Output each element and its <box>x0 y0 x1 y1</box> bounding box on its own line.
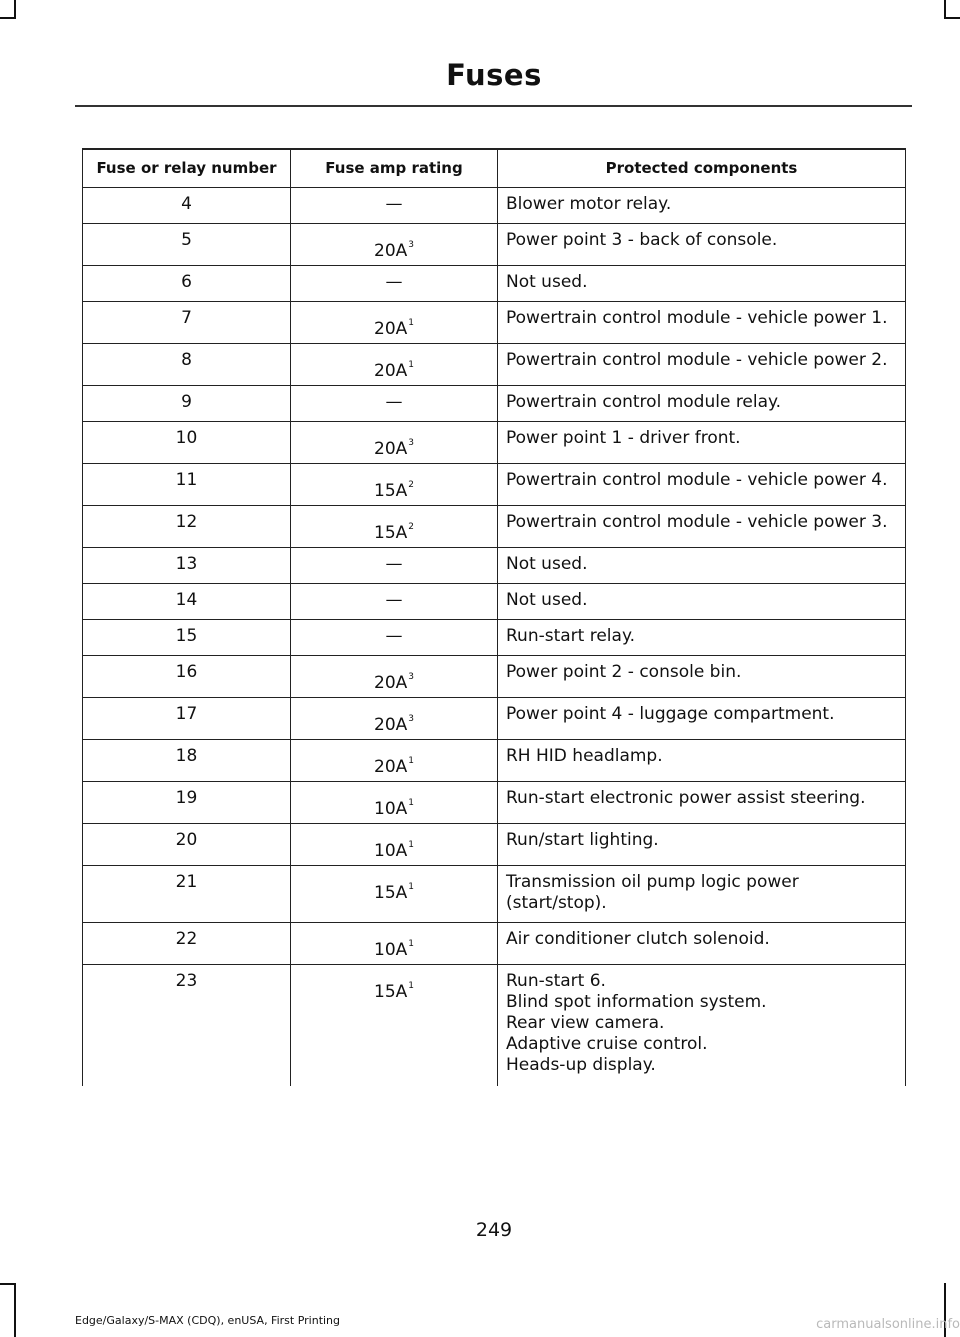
amp-rating-text: — <box>385 590 403 610</box>
amp-rating-text: 15A <box>374 883 408 903</box>
amp-rating-value <box>386 272 403 292</box>
table-row <box>83 548 906 584</box>
component-line: Power point 1 - driver front. <box>506 428 741 448</box>
amp-rating-text: 20A <box>374 757 408 777</box>
protected-components-cell <box>498 266 906 302</box>
footnote-marker: 1 <box>408 756 414 766</box>
crop-mark-bottom-left-v <box>14 1283 16 1337</box>
amp-rating-cell <box>291 923 498 965</box>
crop-mark-bottom-left-h <box>0 1283 16 1285</box>
component-line: Not used. <box>506 272 588 292</box>
component-line: Heads-up display. <box>506 1055 656 1075</box>
amp-rating-cell <box>291 866 498 923</box>
amp-rating-text: 15A <box>374 982 408 1002</box>
page-title: Fuses <box>446 58 542 92</box>
amp-rating-text: 20A <box>374 439 408 459</box>
amp-rating-value <box>374 361 414 381</box>
fuse-number-cell: 14 <box>83 584 291 620</box>
amp-rating-text: 10A <box>374 799 408 819</box>
fuse-number-cell: 12 <box>83 506 291 548</box>
amp-rating-cell <box>291 422 498 464</box>
amp-rating-text: 20A <box>374 673 408 693</box>
table-row <box>83 782 906 824</box>
header-divider <box>75 105 912 107</box>
amp-rating-cell <box>291 506 498 548</box>
table-row <box>83 866 906 923</box>
amp-rating-cell <box>291 740 498 782</box>
component-line: Not used. <box>506 554 588 574</box>
fuse-table <box>82 148 906 1086</box>
component-line: Power point 2 - console bin. <box>506 662 742 682</box>
fuse-number-cell: 9 <box>83 386 291 422</box>
fuse-number-cell: 19 <box>83 782 291 824</box>
protected-components-cell <box>498 584 906 620</box>
footnote-marker: 1 <box>408 798 414 808</box>
component-line: Air conditioner clutch solenoid. <box>506 929 770 949</box>
table-row <box>83 824 906 866</box>
amp-rating-cell <box>291 302 498 344</box>
footer-edition: Edge/Galaxy/S-MAX (CDQ), enUSA, First Printing <box>75 1314 341 1327</box>
column-header-components: Protected components <box>498 149 906 188</box>
table-row <box>83 224 906 266</box>
amp-rating-text: — <box>385 554 403 574</box>
footnote-marker: 3 <box>408 714 414 724</box>
protected-components-cell <box>498 965 906 1087</box>
amp-rating-cell <box>291 386 498 422</box>
table-row <box>83 584 906 620</box>
amp-rating-text: — <box>385 194 403 214</box>
amp-rating-value <box>374 940 414 960</box>
protected-components-cell <box>498 422 906 464</box>
amp-rating-text: 20A <box>374 319 408 339</box>
amp-rating-value <box>374 241 414 261</box>
amp-rating-value <box>374 982 414 1002</box>
amp-rating-value <box>374 841 414 861</box>
component-line: Powertrain control module - vehicle power 2. <box>506 350 888 370</box>
amp-rating-cell <box>291 620 498 656</box>
amp-rating-text: — <box>385 392 403 412</box>
fuse-number-cell: 20 <box>83 824 291 866</box>
protected-components-cell <box>498 548 906 584</box>
amp-rating-text: 15A <box>374 523 408 543</box>
protected-components-cell <box>498 923 906 965</box>
table-row <box>83 965 906 1087</box>
fuse-number-cell: 4 <box>83 188 291 224</box>
amp-rating-cell <box>291 548 498 584</box>
component-line: Transmission oil pump logic power (start/stop). <box>506 872 799 913</box>
amp-rating-text: — <box>385 626 403 646</box>
protected-components-cell <box>498 386 906 422</box>
amp-rating-cell <box>291 188 498 224</box>
amp-rating-cell <box>291 965 498 1087</box>
protected-components-cell <box>498 824 906 866</box>
amp-rating-value <box>374 715 414 735</box>
protected-components-cell <box>498 866 906 923</box>
component-line: Powertrain control module relay. <box>506 392 782 412</box>
table-row <box>83 506 906 548</box>
fuse-number-cell: 18 <box>83 740 291 782</box>
column-header-number: Fuse or relay number <box>83 149 291 188</box>
amp-rating-cell <box>291 698 498 740</box>
amp-rating-text: 15A <box>374 481 408 501</box>
component-line: Powertrain control module - vehicle power 3. <box>506 512 888 532</box>
table-row <box>83 656 906 698</box>
fuse-number-cell: 10 <box>83 422 291 464</box>
amp-rating-value <box>374 673 414 693</box>
component-line: Adaptive cruise control. <box>506 1034 708 1054</box>
amp-rating-text: 10A <box>374 940 408 960</box>
component-line: Run/start lighting. <box>506 830 659 850</box>
fuse-number-cell: 6 <box>83 266 291 302</box>
protected-components-cell <box>498 782 906 824</box>
footnote-marker: 2 <box>408 480 414 490</box>
amp-rating-value <box>374 319 414 339</box>
crop-mark-top-left-v <box>14 0 16 18</box>
crop-mark-top-right-h <box>944 17 960 19</box>
crop-mark-top-right-v <box>944 0 946 18</box>
amp-rating-cell <box>291 782 498 824</box>
table-row <box>83 698 906 740</box>
fuse-number-cell: 17 <box>83 698 291 740</box>
amp-rating-cell <box>291 824 498 866</box>
protected-components-cell <box>498 620 906 656</box>
footnote-marker: 1 <box>408 840 414 850</box>
amp-rating-cell <box>291 344 498 386</box>
table-body <box>83 188 906 1087</box>
amp-rating-value <box>386 554 403 574</box>
footnote-marker: 1 <box>408 882 414 892</box>
protected-components-cell <box>498 656 906 698</box>
amp-rating-text: 20A <box>374 241 408 261</box>
column-header-amp: Fuse amp rating <box>291 149 498 188</box>
amp-rating-text: — <box>385 272 403 292</box>
protected-components-cell <box>498 740 906 782</box>
amp-rating-cell <box>291 464 498 506</box>
table-row <box>83 923 906 965</box>
footnote-marker: 2 <box>408 522 414 532</box>
amp-rating-cell <box>291 656 498 698</box>
amp-rating-text: 20A <box>374 361 408 381</box>
fuse-number-cell: 11 <box>83 464 291 506</box>
protected-components-cell <box>498 188 906 224</box>
fuse-number-cell: 23 <box>83 965 291 1087</box>
protected-components-cell <box>498 224 906 266</box>
amp-rating-value <box>374 883 414 903</box>
component-line: Rear view camera. <box>506 1013 665 1033</box>
amp-rating-value <box>374 523 414 543</box>
component-line: Blind spot information system. <box>506 992 767 1012</box>
footnote-marker: 1 <box>408 318 414 328</box>
protected-components-cell <box>498 464 906 506</box>
amp-rating-value <box>386 590 403 610</box>
amp-rating-cell <box>291 584 498 620</box>
fuse-number-cell: 5 <box>83 224 291 266</box>
fuse-number-cell: 16 <box>83 656 291 698</box>
table-row <box>83 386 906 422</box>
footnote-marker: 3 <box>408 672 414 682</box>
component-line: RH HID headlamp. <box>506 746 663 766</box>
component-line: Run-start 6. <box>506 971 606 991</box>
protected-components-cell <box>498 344 906 386</box>
footnote-marker: 3 <box>408 240 414 250</box>
component-line: Power point 4 - luggage compartment. <box>506 704 835 724</box>
component-line: Powertrain control module - vehicle power 1. <box>506 308 888 328</box>
crop-mark-top-left-h <box>0 17 16 19</box>
amp-rating-cell <box>291 224 498 266</box>
fuse-number-cell: 21 <box>83 866 291 923</box>
table-header-row <box>83 149 906 188</box>
fuse-number-cell: 22 <box>83 923 291 965</box>
amp-rating-text: 10A <box>374 841 408 861</box>
fuse-number-cell: 15 <box>83 620 291 656</box>
component-line: Run-start relay. <box>506 626 635 646</box>
component-line: Run-start electronic power assist steering. <box>506 788 866 808</box>
component-line: Not used. <box>506 590 588 610</box>
table-row <box>83 344 906 386</box>
amp-rating-value <box>386 392 403 412</box>
amp-rating-value <box>374 799 414 819</box>
protected-components-cell <box>498 506 906 548</box>
footnote-marker: 1 <box>408 939 414 949</box>
amp-rating-value <box>374 439 414 459</box>
table-row <box>83 740 906 782</box>
fuse-number-cell: 7 <box>83 302 291 344</box>
footnote-marker: 3 <box>408 438 414 448</box>
amp-rating-cell <box>291 266 498 302</box>
footnote-marker: 1 <box>408 360 414 370</box>
amp-rating-value <box>386 194 403 214</box>
page-number: 249 <box>475 1219 513 1241</box>
table-row <box>83 302 906 344</box>
table-row <box>83 620 906 656</box>
protected-components-cell <box>498 698 906 740</box>
component-line: Powertrain control module - vehicle power 4. <box>506 470 888 490</box>
footnote-marker: 1 <box>408 981 414 991</box>
amp-rating-value <box>374 757 414 777</box>
protected-components-cell <box>498 302 906 344</box>
component-line: Power point 3 - back of console. <box>506 230 778 250</box>
fuse-number-cell: 13 <box>83 548 291 584</box>
watermark: carmanualsonline.info <box>816 1317 960 1332</box>
table-row <box>83 266 906 302</box>
amp-rating-text: 20A <box>374 715 408 735</box>
amp-rating-value <box>374 481 414 501</box>
component-line: Blower motor relay. <box>506 194 672 214</box>
table-row <box>83 422 906 464</box>
table-row <box>83 464 906 506</box>
amp-rating-value <box>386 626 403 646</box>
fuse-number-cell: 8 <box>83 344 291 386</box>
table-row <box>83 188 906 224</box>
